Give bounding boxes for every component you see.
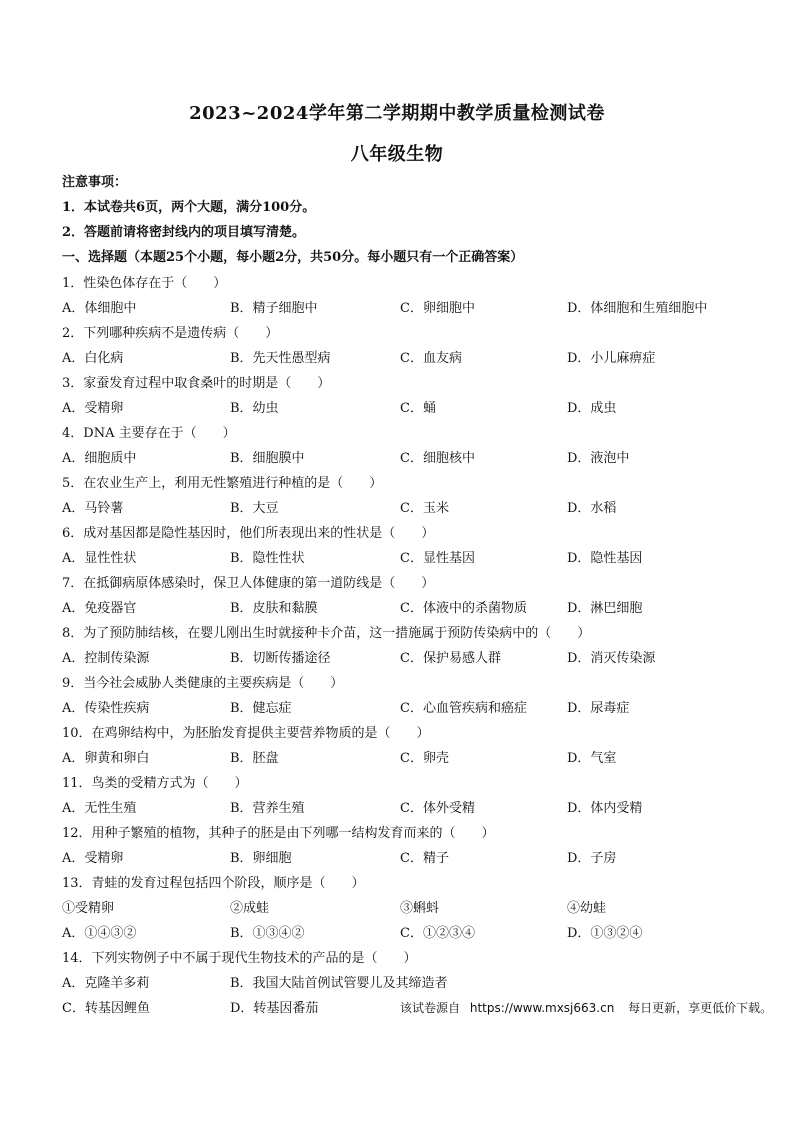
option-b[interactable]: B．精子细胞中 (230, 301, 318, 316)
option-a[interactable]: A．①④③② (62, 926, 137, 941)
option-b[interactable]: B．幼虫 (230, 401, 279, 416)
source-tagline: 每日更新，享更低价下载。 (628, 1001, 773, 1015)
notes-heading: 注意事项： (62, 175, 128, 190)
option-a[interactable]: A．显性性状 (62, 551, 137, 566)
question-stem: 2．下列哪种疾病不是遗传病（ ） (62, 326, 279, 341)
option-d[interactable]: D．隐性基因 (567, 551, 643, 566)
option-c[interactable]: C．玉米 (400, 501, 449, 516)
question-stem: 3．家蚕发育过程中取食桑叶的时期是（ ） (62, 376, 331, 391)
option-b[interactable]: B．我国大陆首例试管婴儿及其缔造者 (230, 976, 448, 991)
question-stem: 13．青蛙的发育过程包括四个阶段，顺序是（ ） (62, 876, 365, 891)
option-d[interactable]: D．体内受精 (567, 801, 643, 816)
option-b[interactable]: B．健忘症 (230, 701, 292, 716)
question-stem: 4．DNA 主要存在于（ ） (62, 426, 236, 441)
option-d[interactable]: D．转基因番茄 (230, 1001, 319, 1016)
option-c[interactable]: C．①②③④ (400, 926, 475, 941)
option-c[interactable]: C．卵细胞中 (400, 301, 475, 316)
option-d[interactable]: D．小儿麻痹症 (567, 351, 656, 366)
option-c[interactable]: C．保护易感人群 (400, 651, 501, 666)
option-b[interactable]: B．细胞膜中 (230, 451, 305, 466)
option-b[interactable]: B．隐性性状 (230, 551, 305, 566)
option-c[interactable]: C．血友病 (400, 351, 462, 366)
option-a[interactable]: A．免疫器官 (62, 601, 137, 616)
option-a[interactable]: A．卵黄和卵白 (62, 751, 150, 766)
exam-title: 2023~2024学年第二学期期中教学质量检测试卷 (189, 103, 605, 124)
option-a[interactable]: A．控制传染源 (62, 651, 150, 666)
option-d[interactable]: D．消灭传染源 (567, 651, 656, 666)
option-a[interactable]: A．受精卵 (62, 401, 124, 416)
option-c[interactable]: C．精子 (400, 851, 449, 866)
stage-item: ④幼蛙 (567, 901, 607, 916)
option-d[interactable]: D．尿毒症 (567, 701, 630, 716)
option-c[interactable]: C．卵壳 (400, 751, 449, 766)
question-stem: 12．用种子繁殖的植物，其种子的胚是由下列哪一结构发育而来的（ ） (62, 826, 495, 841)
option-d[interactable]: D．子房 (567, 851, 617, 866)
section-heading: 一、选择题（本题25个小题，每小题2分，共50分。每小题只有一个正确答案） (62, 250, 524, 265)
question-stem: 11．鸟类的受精方式为（ ） (62, 776, 248, 791)
option-a[interactable]: A．受精卵 (62, 851, 124, 866)
option-a[interactable]: A．体细胞中 (62, 301, 137, 316)
question-stem: 8．为了预防肺结核，在婴儿刚出生时就接种卡介苗，这一措施属于预防传染病中的（ ） (62, 626, 591, 641)
question-stem: 14．下列实物例子中不属于现代生物技术的产品的是（ ） (62, 951, 417, 966)
stage-item: ②成蛙 (230, 901, 270, 916)
note-item: 2．答题前请将密封线内的项目填写清楚。 (62, 225, 306, 240)
option-c[interactable]: C．细胞核中 (400, 451, 475, 466)
option-d[interactable]: D．成虫 (567, 401, 617, 416)
option-a[interactable]: A．马铃薯 (62, 501, 124, 516)
exam-subtitle: 八年级生物 (350, 144, 444, 165)
option-b[interactable]: B．①③④② (230, 926, 305, 941)
option-a[interactable]: A．克隆羊多莉 (62, 976, 150, 991)
option-b[interactable]: B．先天性愚型病 (230, 351, 331, 366)
option-a[interactable]: A．白化病 (62, 351, 124, 366)
option-b[interactable]: B．营养生殖 (230, 801, 305, 816)
option-c[interactable]: C．转基因鲤鱼 (62, 1001, 150, 1016)
option-d[interactable]: D．淋巴细胞 (567, 601, 643, 616)
option-c[interactable]: C．蛹 (400, 401, 436, 416)
option-b[interactable]: B．胚盘 (230, 751, 279, 766)
option-c[interactable]: C．体液中的杀菌物质 (400, 601, 527, 616)
source-text: 该试卷源自 (400, 1001, 461, 1015)
option-d[interactable]: D．气室 (567, 751, 617, 766)
option-d[interactable]: D．体细胞和生殖细胞中 (567, 301, 708, 316)
question-stem: 6．成对基因都是隐性基因时，他们所表现出来的性状是（ ） (62, 526, 435, 541)
option-d[interactable]: D．水稻 (567, 501, 617, 516)
question-stem: 5．在农业生产上，利用无性繁殖进行种植的是（ ） (62, 476, 383, 491)
option-d[interactable]: D．①③②④ (567, 926, 643, 941)
option-a[interactable]: A．无性生殖 (62, 801, 137, 816)
option-b[interactable]: B．皮肤和黏膜 (230, 601, 318, 616)
option-b[interactable]: B．切断传播途径 (230, 651, 331, 666)
option-b[interactable]: B．大豆 (230, 501, 279, 516)
note-item: 1．本试卷共6页，两个大题，满分100分。 (62, 200, 316, 215)
option-a[interactable]: A．传染性疾病 (62, 701, 150, 716)
option-c[interactable]: C．心血管疾病和癌症 (400, 701, 527, 716)
option-c[interactable]: C．显性基因 (400, 551, 475, 566)
option-c[interactable]: C．体外受精 (400, 801, 475, 816)
option-d[interactable]: D．液泡中 (567, 451, 630, 466)
stage-item: ①受精卵 (62, 901, 115, 916)
question-stem: 9．当今社会威胁人类健康的主要疾病是（ ） (62, 676, 344, 691)
source-url[interactable]: https://www.mxsj663.cn (469, 1001, 615, 1015)
option-a[interactable]: A．细胞质中 (62, 451, 137, 466)
source-note (400, 1000, 772, 1016)
question-stem: 10．在鸡卵结构中，为胚胎发育提供主要营养物质的是（ ） (62, 726, 430, 741)
question-stem: 7．在抵御病原体感染时，保卫人体健康的第一道防线是（ ） (62, 576, 435, 591)
question-stem: 1．性染色体存在于（ ） (62, 276, 227, 291)
stage-item: ③蝌蚪 (400, 901, 440, 916)
option-b[interactable]: B．卵细胞 (230, 851, 292, 866)
